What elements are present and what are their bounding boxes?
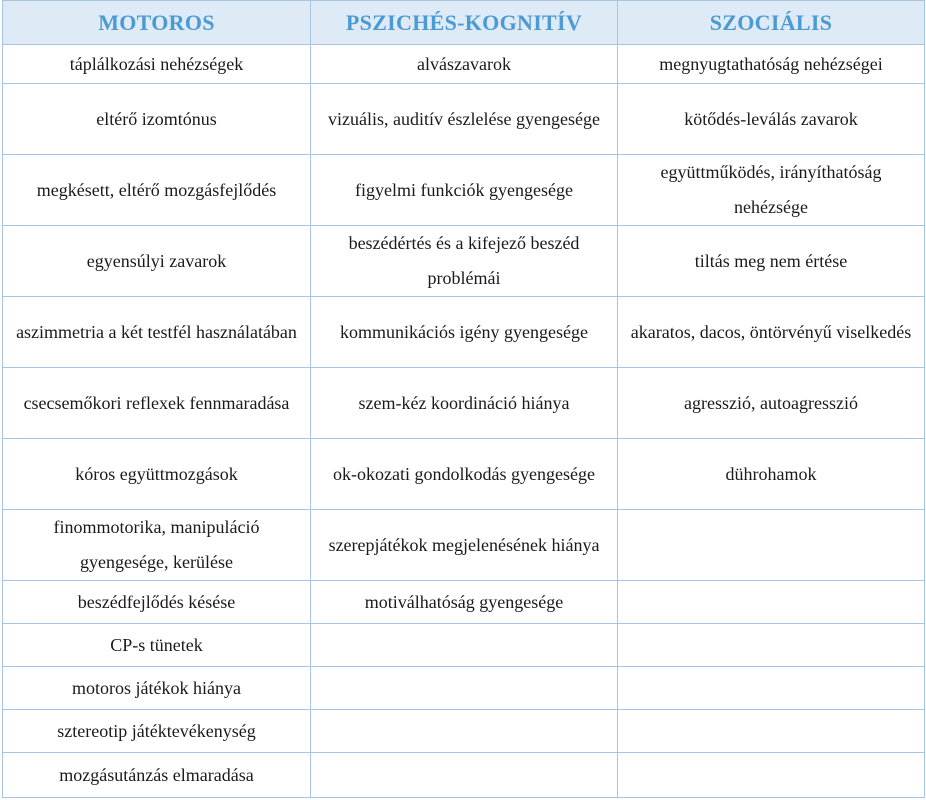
table-cell: motiválhatóság gyengesége — [311, 581, 618, 624]
table-cell: akaratos, dacos, öntörvényű viselkedés — [618, 297, 925, 368]
table-row — [3, 297, 925, 368]
table-row — [3, 45, 925, 84]
table-row — [3, 624, 925, 667]
table-cell: csecsemőkori reflexek fennmaradása — [3, 368, 311, 439]
table-cell: motoros játékok hiánya — [3, 667, 311, 710]
table-cell: beszédfejlődés késése — [3, 581, 311, 624]
table-cell: szem-kéz koordináció hiánya — [311, 368, 618, 439]
column-header-pszichés-kognitív: PSZICHÉS-KOGNITÍV — [311, 1, 618, 45]
table-cell — [618, 667, 925, 710]
table-cell: szerepjátékok megjelenésének hiánya — [311, 510, 618, 581]
table-row — [3, 710, 925, 753]
table-row — [3, 753, 925, 798]
table-cell: kötődés-leválás zavarok — [618, 84, 925, 155]
table-row — [3, 667, 925, 710]
table-cell — [311, 753, 618, 798]
table-row — [3, 439, 925, 510]
table-cell — [618, 624, 925, 667]
column-header-motoros: MOTOROS — [3, 1, 311, 45]
table-row — [3, 368, 925, 439]
table-row — [3, 226, 925, 297]
table-cell: mozgásutánzás elmaradása — [3, 753, 311, 798]
table-cell: vizuális, auditív észlelése gyengesége — [311, 84, 618, 155]
table-cell: kóros együttmozgások — [3, 439, 311, 510]
table-cell — [311, 710, 618, 753]
symptoms-table-container — [2, 0, 924, 798]
table-cell — [618, 581, 925, 624]
table-cell: megkésett, eltérő mozgásfejlődés — [3, 155, 311, 226]
table-cell: agresszió, autoagresszió — [618, 368, 925, 439]
table-cell: táplálkozási nehézségek — [3, 45, 311, 84]
table-cell: sztereotip játéktevékenység — [3, 710, 311, 753]
table-cell: együttműködés, irányíthatóság nehézsége — [618, 155, 925, 226]
column-header-szociális: SZOCIÁLIS — [618, 1, 925, 45]
table-cell: aszimmetria a két testfél használatában — [3, 297, 311, 368]
table-row — [3, 510, 925, 581]
table-cell: eltérő izomtónus — [3, 84, 311, 155]
table-cell: figyelmi funkciók gyengesége — [311, 155, 618, 226]
table-cell — [311, 624, 618, 667]
table-cell: CP-s tünetek — [3, 624, 311, 667]
table-cell: finommotorika, manipuláció gyengesége, kerülése — [3, 510, 311, 581]
symptoms-table — [2, 0, 925, 798]
table-row — [3, 84, 925, 155]
table-cell: megnyugtathatóság nehézségei — [618, 45, 925, 84]
table-cell: ok-okozati gondolkodás gyengesége — [311, 439, 618, 510]
table-cell: beszédértés és a kifejező beszéd problémái — [311, 226, 618, 297]
table-row — [3, 581, 925, 624]
table-cell: alvászavarok — [311, 45, 618, 84]
table-cell — [311, 667, 618, 710]
table-cell — [618, 510, 925, 581]
table-cell — [618, 710, 925, 753]
table-row — [3, 155, 925, 226]
table-cell: dührohamok — [618, 439, 925, 510]
table-cell: kommunikációs igény gyengesége — [311, 297, 618, 368]
table-cell: tiltás meg nem értése — [618, 226, 925, 297]
table-cell: egyensúlyi zavarok — [3, 226, 311, 297]
table-cell — [618, 753, 925, 798]
table-header-row — [3, 1, 925, 45]
